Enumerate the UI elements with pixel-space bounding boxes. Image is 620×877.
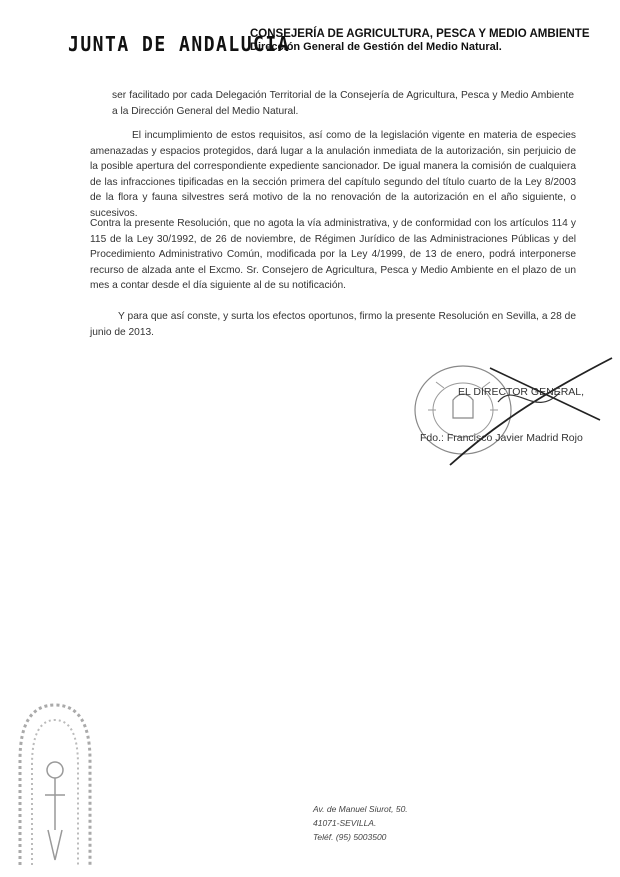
footer-city: 41071-SEVILLA. <box>313 818 377 828</box>
body-paragraph-4: Y para que así conste, y surta los efectos oportunos, firmo la presente Resolución en Sevilla, a 28 de junio de 2013. <box>90 311 576 338</box>
footer-phone: Teléf. (95) 5003500 <box>313 832 387 842</box>
signature-title: EL DIRECTOR GENERAL, <box>458 386 585 398</box>
body-paragraph-2: El incumplimiento de estos requisitos, así como de la legislación vigente en materia de especies amenazadas y espacios protegidos, dará lugar a la anulación inmediata de la autorización, sin perjuicio de la posible apertura del correspondiente expediente sancionador. De igual manera la comisión de cualquiera de las infracciones tipificadas en la sección primera del capítulo segundo del título cuarto de la Ley 8/2003 de la flora y fauna silvestres será motivo de la no renovación de la autorización en el año siguiente, o sucesivos. <box>90 130 576 219</box>
junta-de-andalucia-logo: JUNTA DE ANDALUCIA <box>68 32 291 57</box>
body-paragraph-1: ser facilitado por cada Delegación Territorial de la Consejería de Agricultura, Pesca y Medio Ambiente a la Dirección General del Medio Natural. <box>112 90 574 117</box>
andalucia-emblem-icon <box>10 700 100 870</box>
body-paragraph-3: Contra la presente Resolución, que no agota la vía administrativa, y de conformidad con los artículos 114 y 115 de la Ley 30/1992, de 26 de noviembre, de Régimen Jurídico de las Administraciones Públicas y del Procedimiento Administrativo Común, modificada por la Ley 4/1999, de 13 de enero, podrá interponerse recurso de alzada ante el Excmo. Sr. Consejero de Agricultura, Pesca y Medio Ambiente en el plazo de un mes a contar desde el día siguiente al de su notificación. <box>90 218 576 291</box>
footer-address: Av. de Manuel Siurot, 50. <box>313 804 408 814</box>
signatory-name: Fdo.: Francisco Javier Madrid Rojo <box>420 432 583 444</box>
directorate-name: Dirección General de Gestión del Medio Natural. <box>250 41 502 53</box>
signature-scribble <box>440 350 620 470</box>
department-name: CONSEJERÍA DE AGRICULTURA, PESCA Y MEDIO AMBIENTE <box>250 28 590 40</box>
